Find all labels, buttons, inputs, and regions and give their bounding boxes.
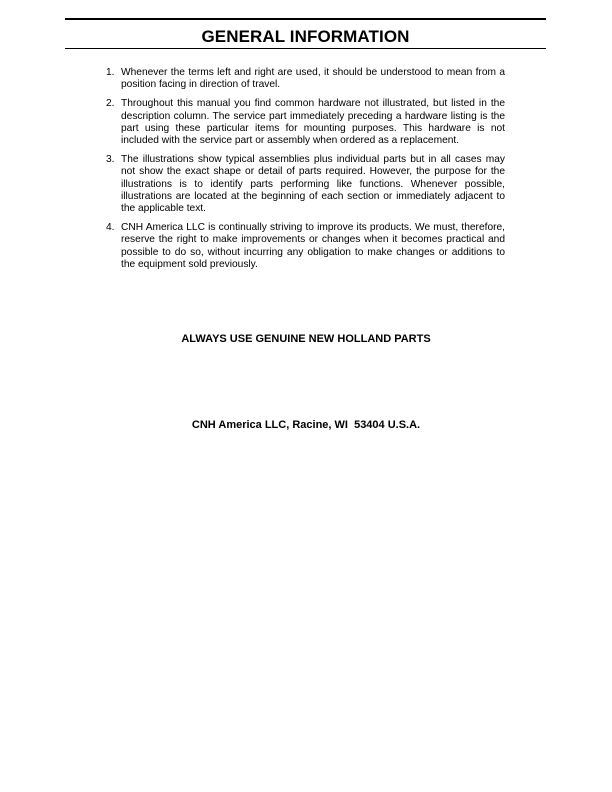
list-item xyxy=(103,154,505,215)
list-item-text: Whenever the terms left and right are used, it should be understood to mean from a position facing in direction of travel. xyxy=(121,67,505,91)
header-rule-top xyxy=(65,18,546,20)
genuine-parts-slogan: ALWAYS USE GENUINE NEW HOLLAND PARTS xyxy=(181,333,431,345)
list-item xyxy=(103,67,505,91)
list-item-number: 4. xyxy=(106,222,115,234)
list-item-number: 2. xyxy=(106,98,115,110)
list-item-text: CNH America LLC is continually striving to improve its products. We must, therefore, reserve the right to make improvements or changes when it becomes practical and possible to do so, without incurring any obligation to make changes or additions to the equipment sold previously. xyxy=(121,222,505,270)
list-item-number: 1. xyxy=(106,67,115,78)
header-rule-bottom xyxy=(65,48,546,49)
page-title: GENERAL INFORMATION xyxy=(201,27,410,46)
list-item-text: The illustrations show typical assemblies plus individual parts but in all cases may not show the exact shape or detail of parts required. However, the purpose for the illustrations is to identify parts performing like functions. Whenever possible, illustrations are located at the beginning of each section or immediately adjacent to the applicable text. xyxy=(121,154,505,215)
list-item xyxy=(103,98,505,147)
list-item-text: Throughout this manual you find common hardware not illustrated, but listed in the description column. The service part immediately preceding a hardware listing is the part using these particular items for mounting purposes. This hardware is not included with the service part or assembly when ordered as a replacement. xyxy=(121,98,505,147)
general-information-list xyxy=(103,67,505,278)
list-item xyxy=(103,222,505,271)
company-address: CNH America LLC, Racine, WI 53404 U.S.A. xyxy=(191,419,421,431)
list-item-number: 3. xyxy=(106,154,115,166)
